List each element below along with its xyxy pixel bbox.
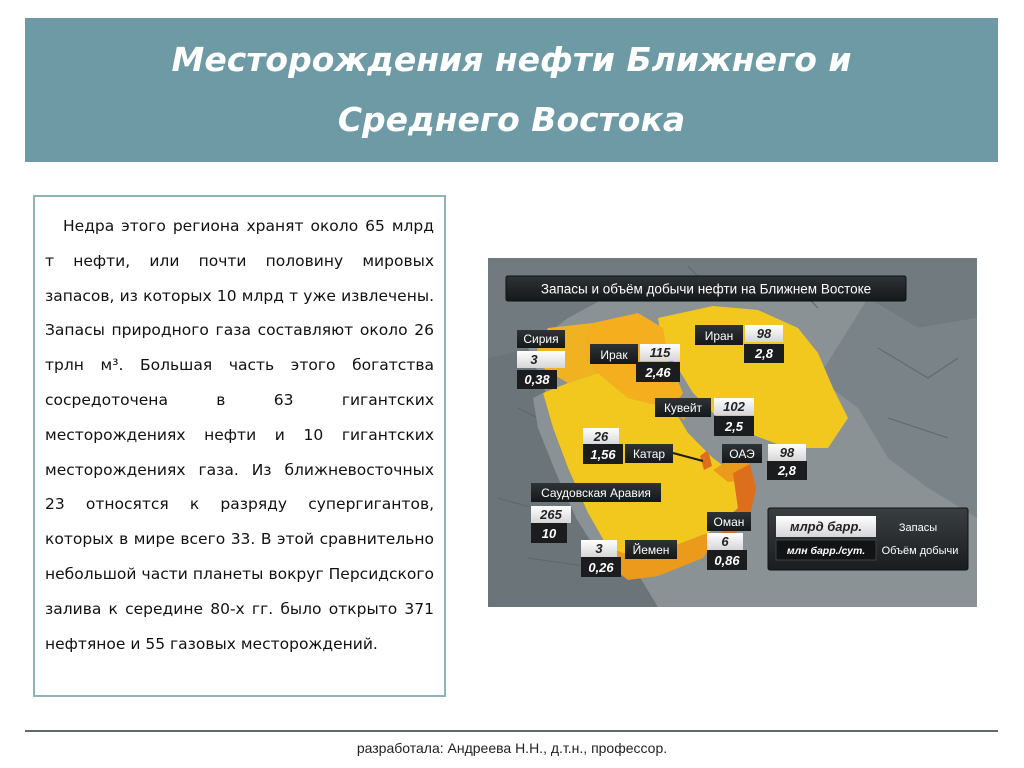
iraq-name: Ирак [600,348,628,362]
map-title: Запасы и объём добычи нефти на Ближнем Востоке [540,281,872,297]
iran-reserves: 98 [756,326,772,341]
iran-name: Иран [704,329,734,343]
legend-reserves-label: Запасы [898,522,938,534]
qatar-reserves: 26 [593,429,609,444]
oil-map [488,258,977,607]
kuwait-reserves: 102 [723,399,745,414]
uae-production: 2,8 [777,463,797,478]
saudi-production: 10 [541,526,557,541]
legend-production-unit: млн барр./сут. [786,545,866,557]
qatar-name: Катар [632,447,666,461]
syria-production: 0,38 [524,372,550,387]
saudi-reserves: 265 [540,507,562,522]
uae-reserves: 98 [779,445,795,460]
legend-production-label: Объём добычи [881,545,959,557]
kuwait-production: 2,5 [724,419,744,434]
page-title: Месторождения нефти Ближнего и Среднего Востока [171,40,852,139]
uae-name: ОАЭ [729,447,755,461]
qatar-production: 1,56 [590,447,616,462]
syria-reserves: 3 [530,352,538,367]
syria-name: Сирия [523,332,559,346]
footer-divider [25,730,998,732]
oman-reserves: 6 [721,534,729,549]
yemen-reserves: 3 [595,541,603,556]
text-box [33,195,446,697]
oman-production: 0,86 [714,553,740,568]
oman-name: Оман [713,515,745,529]
yemen-production: 0,26 [588,560,614,575]
yemen-name: Йемен [632,543,670,557]
body-paragraph: Недра этого региона хранят около 65 млрд т нефти, или почти половину мировых запасов, из которых 10 млрд т уже извлечены. Запасы природного газа составляют около 26 трлн м³. Большая часть этого богатства сосредоточена в 63 гигантских месторождениях нефти и 10 гигантских месторождениях газа. Из ближневосточных 23 относятся к разряду супергигантов, которых в мире всего 33. В этой сравнительно небольшой части планеты вокруг Персидского залива к середине 80-х гг. было открыто 371 нефтяное и 55 газовых месторождений. [45,217,434,653]
author-credit: разработала: Андреева Н.Н., д.т.н., профессор. [356,740,668,756]
legend-reserves-unit: млрд барр. [789,519,863,534]
syria-reserves-box [517,351,565,368]
iran-production: 2,8 [754,346,774,361]
saudi-name: Саудовская Аравия [541,486,651,500]
iraq-production: 2,46 [645,365,671,380]
oil-map-graphic [488,258,977,607]
iraq-reserves: 115 [649,345,671,360]
kuwait-name: Кувейт [663,401,703,415]
title-banner [25,18,998,162]
